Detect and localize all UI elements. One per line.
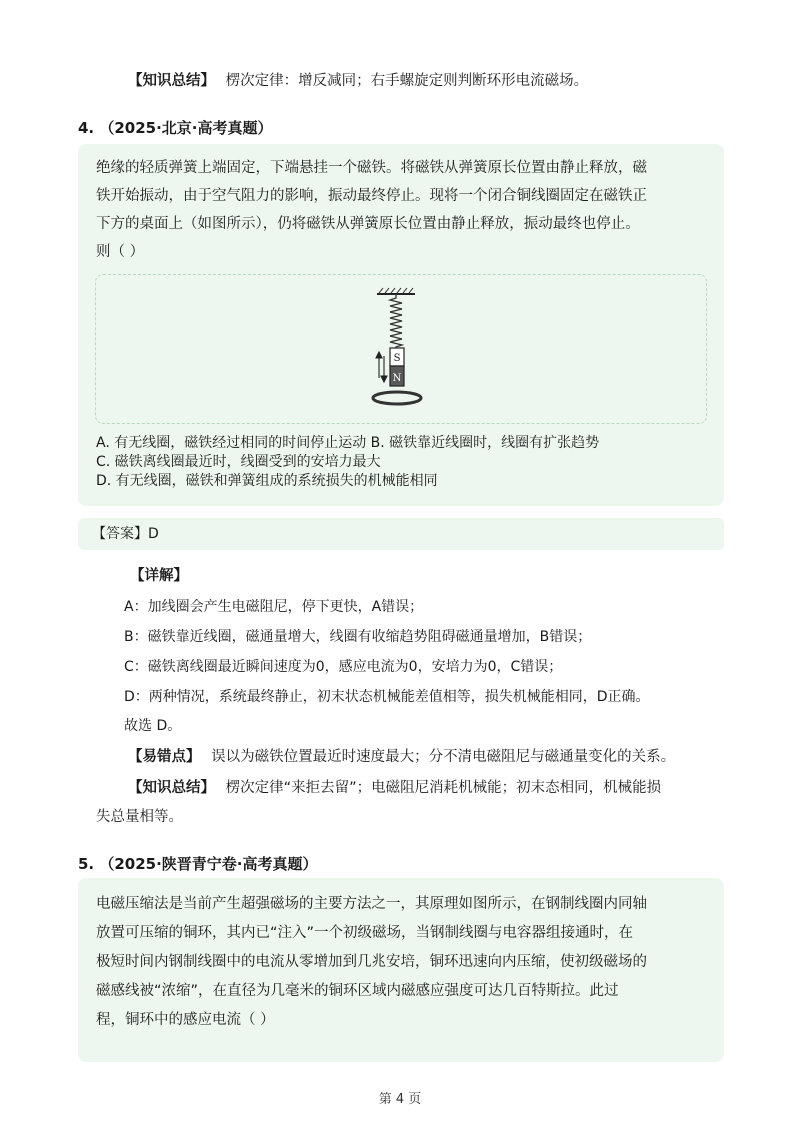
q4-detail-label: 【详解】 xyxy=(130,568,188,584)
q4-summary xyxy=(128,777,661,799)
q4-option-ab: A. 有无线圈，磁铁经过相同的时间停止运动 B. 磁铁靠近线圈时，线圈有扩张趋势 xyxy=(96,435,600,451)
q4-error-label: 【易错点】 xyxy=(128,749,201,765)
q4-stem-line-2: 铁开始振动，由于空气阻力的影响，振动最终停止。现将一个闭合铜线圈固定在磁铁正 xyxy=(96,188,647,204)
q4-error-text: 误以为磁铁位置最近时速度最大；分不清电磁阻尼与磁通量变化的关系。 xyxy=(211,749,676,765)
q4-detail-b: B：磁铁靠近线圈，磁通量增大，线圈有收缩趋势阻碍磁通量增加，B错误； xyxy=(124,629,592,645)
q4-error-point xyxy=(128,746,675,768)
magnet-s-label: S xyxy=(393,353,401,364)
q4-answer-box xyxy=(78,518,724,550)
q4-summary-line1: 楞次定律“来拒去留”；电磁阻尼消耗机械能；初末态相同，机械能损 xyxy=(225,780,662,796)
q4-answer: 【答案】D xyxy=(92,526,159,542)
top-summary-label: 【知识总结】 xyxy=(128,73,215,89)
q4-summary-line2: 失总量相等。 xyxy=(96,809,183,825)
magnet-n-label: N xyxy=(392,373,402,384)
q5-stem-line-5: 程，铜环中的感应电流（ ） xyxy=(96,1012,275,1028)
ceiling-hatch xyxy=(379,288,413,293)
q4-option-d: D. 有无线圈，磁铁和弹簧组成的系统损失的机械能相同 xyxy=(96,473,438,489)
q4-option-c: C. 磁铁离线圈最近时，线圈受到的安培力最大 xyxy=(96,454,381,470)
spring xyxy=(390,294,402,348)
spring-magnet-figure xyxy=(365,286,435,412)
q4-detail-conclusion: 故选 D。 xyxy=(124,718,182,734)
top-summary-text: 楞次定律：增反减同；右手螺旋定则判断环形电流磁场。 xyxy=(225,73,589,89)
q4-summary-label: 【知识总结】 xyxy=(128,780,215,796)
q5-stem-line-1: 电磁压缩法是当前产生超强磁场的主要方法之一，其原理如图所示，在钢制线圈内同轴 xyxy=(96,896,647,912)
q4-detail-c: C：磁铁离线圈最近瞬间速度为0，感应电流为0，安培力为0，C错误； xyxy=(124,659,563,675)
q5-stem-line-4: 磁感线被“浓缩”，在直径为几毫米的铜环区域内磁感应强度可达几百特斯拉。此过 xyxy=(96,983,619,999)
copper-coil xyxy=(373,392,421,404)
q4-stem-line-3: 下方的桌面上（如图所示），仍将磁铁从弹簧原长位置由静止释放，振动最终也停止。 xyxy=(96,216,640,232)
motion-arrows xyxy=(376,352,387,382)
q4-header: 4. （2025·北京·高考真题） xyxy=(78,119,273,137)
q4-stem-line-4: 则（ ） xyxy=(96,244,145,260)
q5-header: 5. （2025·陕晋青宁卷·高考真题） xyxy=(78,855,318,873)
top-summary xyxy=(128,70,588,92)
q5-stem-line-3: 极短时间内钢制线圈中的电流从零增加到几兆安培，铜环迅速向内压缩，使初级磁场的 xyxy=(96,954,647,970)
q5-stem-line-2: 放置可压缩的铜环，其内已“注入”一个初级磁场，当钢制线圈与电容器组接通时，在 xyxy=(96,925,634,941)
q4-stem-line-1: 绝缘的轻质弹簧上端固定，下端悬挂一个磁铁。将磁铁从弹簧原长位置由静止释放，磁 xyxy=(96,160,647,176)
q4-detail-d: D：两种情况，系统最终静止，初末状态机械能差值相等，损失机械能相同，D正确。 xyxy=(124,689,650,705)
q4-detail-a: A：加线圈会产生电磁阻尼，停下更快，A错误； xyxy=(124,599,424,615)
page-number: 第 4 页 xyxy=(378,1092,422,1107)
